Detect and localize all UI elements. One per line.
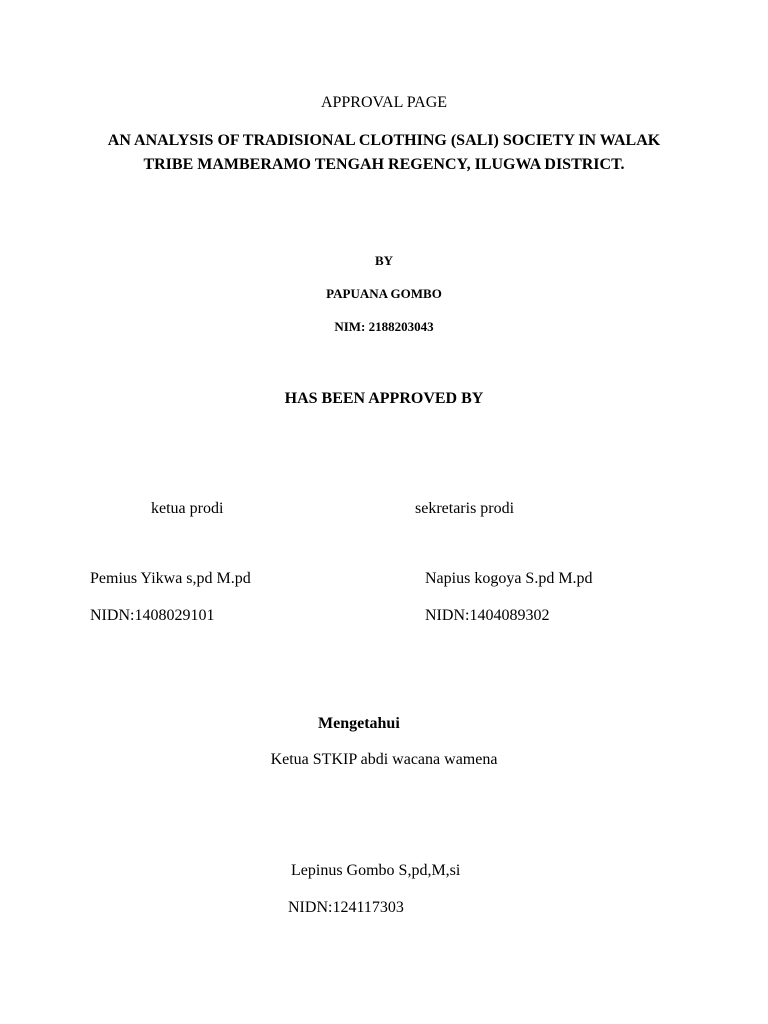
left-approver-name: Pemius Yikwa s,pd M.pd (90, 570, 251, 587)
approved-by-heading: HAS BEEN APPROVED BY (284, 390, 484, 407)
page-heading: APPROVAL PAGE (320, 94, 448, 111)
right-approver-name: Napius kogoya S.pd M.pd (425, 570, 593, 587)
head-nidn: NIDN:124117303 (288, 899, 404, 916)
left-approver-role: ketua prodi (151, 500, 224, 517)
author-name: PAPUANA GOMBO (326, 286, 442, 301)
by-label: BY (374, 253, 394, 268)
left-approver-nidn: NIDN:1408029101 (90, 607, 215, 624)
right-approver-role: sekretaris prodi (415, 500, 515, 517)
acknowledgement-position: Ketua STKIP abdi wacana wamena (270, 751, 498, 768)
head-name: Lepinus Gombo S,pd,M,si (291, 862, 461, 879)
right-approver-nidn: NIDN:1404089302 (425, 607, 550, 624)
thesis-title: AN ANALYSIS OF TRADISIONAL CLOTHING (SALI) SOCIETY IN WALAK TRIBE MAMBERAMO TENGAH REGENCY, ILUGWA DISTRICT. (107, 132, 661, 173)
author-nim: NIM: 2188203043 (334, 319, 434, 334)
acknowledgement-label: Mengetahui (318, 715, 400, 732)
